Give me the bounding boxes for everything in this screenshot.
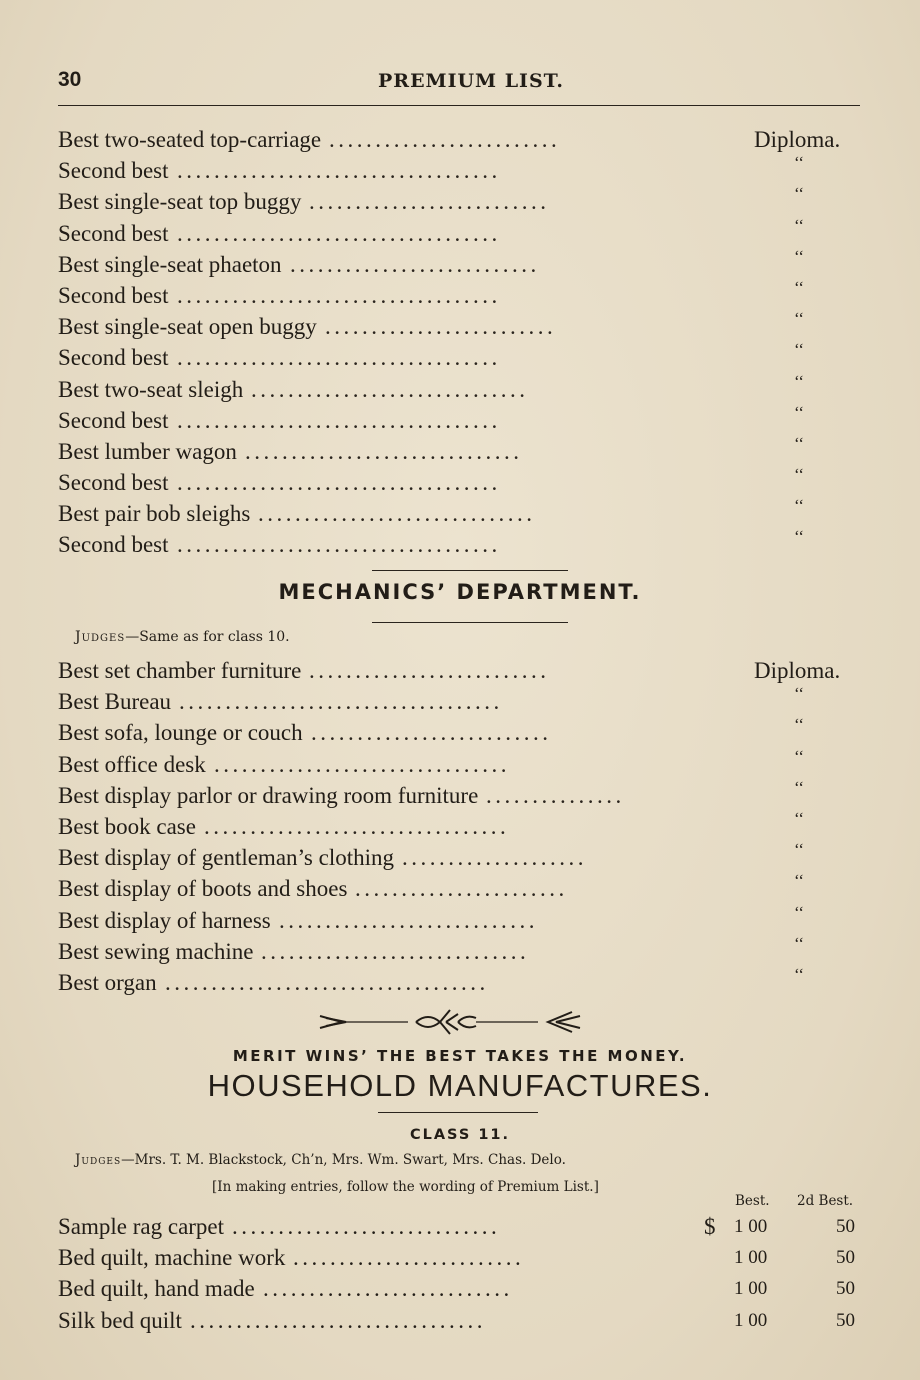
award-row	[58, 746, 868, 780]
second-premium: 50	[836, 1309, 855, 1331]
second-premium: 50	[836, 1278, 855, 1300]
item-label: Bed quilt, hand made	[58, 1276, 255, 1302]
ditto-mark: ‘‘	[794, 715, 805, 735]
best-premium: 1 00	[734, 1247, 768, 1269]
dot-leader: ...................................	[177, 158, 501, 184]
household-title: HOUSEHOLD MANUFACTURES.	[207, 1068, 713, 1103]
dot-leader: ...............	[486, 782, 625, 808]
entry-note: [In making entries, follow the wording of Premium List.]	[212, 1179, 599, 1195]
page-header	[58, 68, 858, 98]
dot-leader: ...................................	[177, 407, 501, 433]
item-label: Best Bureau	[58, 689, 172, 715]
item-label: Best display of harness	[58, 907, 271, 933]
award-row	[58, 964, 868, 998]
award-row	[58, 433, 868, 467]
floral-ornament	[316, 1004, 606, 1040]
award-value: Diploma.	[754, 127, 841, 152]
item-label: Best lumber wagon	[58, 438, 237, 464]
ditto-mark: ‘‘	[794, 808, 805, 828]
mechanics-judges	[75, 629, 290, 645]
best-premium: 1 00	[734, 1309, 768, 1331]
dot-leader: ...................................	[177, 220, 501, 246]
item-label: Best book case	[58, 813, 196, 839]
award-row	[58, 933, 868, 967]
dot-leader: ...................................	[179, 689, 503, 715]
dot-leader: ...................................	[177, 345, 501, 371]
item-label: Best sewing machine	[58, 938, 254, 964]
judges-text: —Same as for class 10.	[125, 629, 290, 645]
award-row	[58, 717, 868, 748]
page-number: 30	[58, 68, 82, 91]
dot-leader: ...................................	[177, 470, 501, 496]
ditto-mark: ‘‘	[794, 527, 805, 547]
dot-leader: ..........................	[309, 189, 550, 215]
ditto-mark: ‘‘	[794, 933, 805, 953]
award-row	[58, 777, 868, 811]
item-label: Best display of boots and shoes	[58, 876, 348, 902]
item-label: Best single-seat top buggy	[58, 189, 302, 215]
item-label: Second best	[58, 532, 169, 558]
motto: MERIT WINS’ THE BEST TAKES THE MONEY.	[232, 1047, 688, 1065]
award-row	[58, 498, 868, 529]
item-label: Best sofa, lounge or couch	[58, 720, 303, 746]
dot-leader: .........................	[329, 127, 561, 152]
item-label: Best display parlor or drawing room furniture	[58, 782, 479, 808]
ditto-mark: ‘‘	[794, 402, 805, 422]
premium-row	[58, 1242, 868, 1273]
ditto-mark: ‘‘	[794, 684, 805, 704]
award-row	[58, 371, 868, 405]
premium-row	[58, 1211, 868, 1242]
dot-leader: ...........................	[290, 251, 540, 277]
award-row	[58, 873, 868, 904]
section-rule	[372, 570, 568, 571]
item-label: Bed quilt, machine work	[58, 1245, 286, 1271]
item-label: Second best	[58, 220, 169, 246]
dot-leader: ................................	[214, 751, 510, 777]
award-row	[58, 686, 868, 717]
household-judges	[75, 1152, 566, 1168]
dot-leader: ..........................	[311, 720, 552, 746]
award-row	[58, 186, 868, 217]
ditto-mark: ‘‘	[794, 465, 805, 485]
ditto-mark: ‘‘	[794, 371, 805, 391]
award-row	[58, 655, 868, 686]
dot-leader: ...................................	[177, 282, 501, 308]
award-row	[58, 124, 868, 155]
award-row	[58, 215, 868, 249]
ditto-mark: ‘‘	[794, 840, 805, 860]
item-label: Second best	[58, 345, 169, 371]
dot-leader: .........................	[293, 1245, 525, 1271]
item-label: Second best	[58, 407, 169, 433]
item-label: Best two-seat sleigh	[58, 376, 244, 402]
dot-leader: ................................	[190, 1307, 486, 1333]
judges-label: Judges	[75, 629, 126, 645]
second-premium: 50	[836, 1247, 855, 1269]
award-row	[58, 402, 868, 436]
item-label: Sample rag carpet	[58, 1214, 225, 1239]
mechanics-title: MECHANICS’ DEPARTMENT.	[278, 580, 642, 604]
ditto-mark: ‘‘	[794, 246, 805, 266]
ditto-mark: ‘‘	[794, 153, 805, 173]
dot-leader: .................................	[204, 813, 510, 839]
dot-leader: .............................	[261, 938, 530, 964]
household-premium-list	[58, 1211, 868, 1336]
dot-leader: .......................	[355, 876, 568, 902]
award-row	[58, 467, 868, 498]
dot-leader: ..............................	[251, 376, 529, 402]
dot-leader: ...................................	[165, 969, 489, 995]
item-label: Best office desk	[58, 751, 206, 777]
ditto-mark: ‘‘	[794, 902, 805, 922]
item-label: Best single-seat open buggy	[58, 314, 317, 340]
dot-leader: ..........................	[309, 658, 550, 683]
ditto-mark: ‘‘	[794, 496, 805, 516]
dot-leader: ............................	[279, 907, 538, 933]
item-label: Best single-seat phaeton	[58, 251, 282, 277]
dot-leader: .........................	[325, 314, 557, 340]
item-label: Best organ	[58, 969, 157, 995]
award-row	[58, 311, 868, 342]
class-title: CLASS 11.	[409, 1127, 511, 1143]
dot-leader: ..............................	[258, 501, 536, 527]
ditto-mark: ‘‘	[794, 433, 805, 453]
running-title: PREMIUM LIST.	[378, 70, 564, 92]
judges-label: Judges	[75, 1152, 122, 1168]
award-row	[58, 155, 868, 186]
ditto-mark: ‘‘	[794, 184, 805, 204]
ditto-mark: ‘‘	[794, 777, 805, 797]
dot-leader: ..............................	[245, 438, 523, 464]
dot-leader: ....................	[402, 845, 587, 871]
item-label: Second best	[58, 470, 169, 496]
award-row	[58, 246, 868, 280]
judges-text: —Mrs. T. M. Blackstock, Ch’n, Mrs. Wm. Swart, Mrs. Chas. Delo.	[121, 1152, 566, 1168]
item-label: Second best	[58, 158, 169, 184]
mechanics-award-list	[58, 655, 868, 998]
award-row	[58, 842, 868, 873]
dot-leader: .............................	[232, 1214, 501, 1239]
ditto-mark: ‘‘	[794, 215, 805, 235]
item-label: Second best	[58, 282, 169, 308]
premium-row	[58, 1273, 868, 1304]
currency-sign: $	[704, 1214, 716, 1239]
column-best: Best.	[735, 1193, 770, 1209]
item-label: Best display of gentleman’s clothing	[58, 845, 395, 871]
section-rule	[378, 1112, 538, 1113]
item-label: Best set chamber furniture	[58, 658, 302, 683]
ditto-mark: ‘‘	[794, 964, 805, 984]
award-row	[58, 808, 868, 842]
dot-leader: ...................................	[177, 532, 501, 558]
award-row	[58, 529, 868, 560]
item-label: Silk bed quilt	[58, 1307, 182, 1333]
dot-leader: ...........................	[263, 1276, 513, 1302]
ditto-mark: ‘‘	[794, 871, 805, 891]
ditto-mark: ‘‘	[794, 340, 805, 360]
best-premium: 1 00	[734, 1216, 768, 1237]
award-row	[58, 902, 868, 936]
best-premium: 1 00	[734, 1278, 768, 1300]
premium-row	[58, 1305, 868, 1336]
award-value: Diploma.	[754, 658, 841, 683]
award-row	[58, 342, 868, 373]
ditto-mark: ‘‘	[794, 746, 805, 766]
award-row	[58, 277, 868, 311]
ditto-mark: ‘‘	[794, 277, 805, 297]
item-label: Best two-seated top-carriage	[58, 127, 322, 152]
column-second-best: 2d Best.	[797, 1193, 854, 1209]
header-rule	[58, 105, 860, 106]
ditto-mark: ‘‘	[794, 309, 805, 329]
second-premium: 50	[836, 1216, 855, 1237]
carriage-award-list	[58, 124, 868, 561]
item-label: Best pair bob sleighs	[58, 501, 251, 527]
section-rule	[372, 622, 568, 623]
